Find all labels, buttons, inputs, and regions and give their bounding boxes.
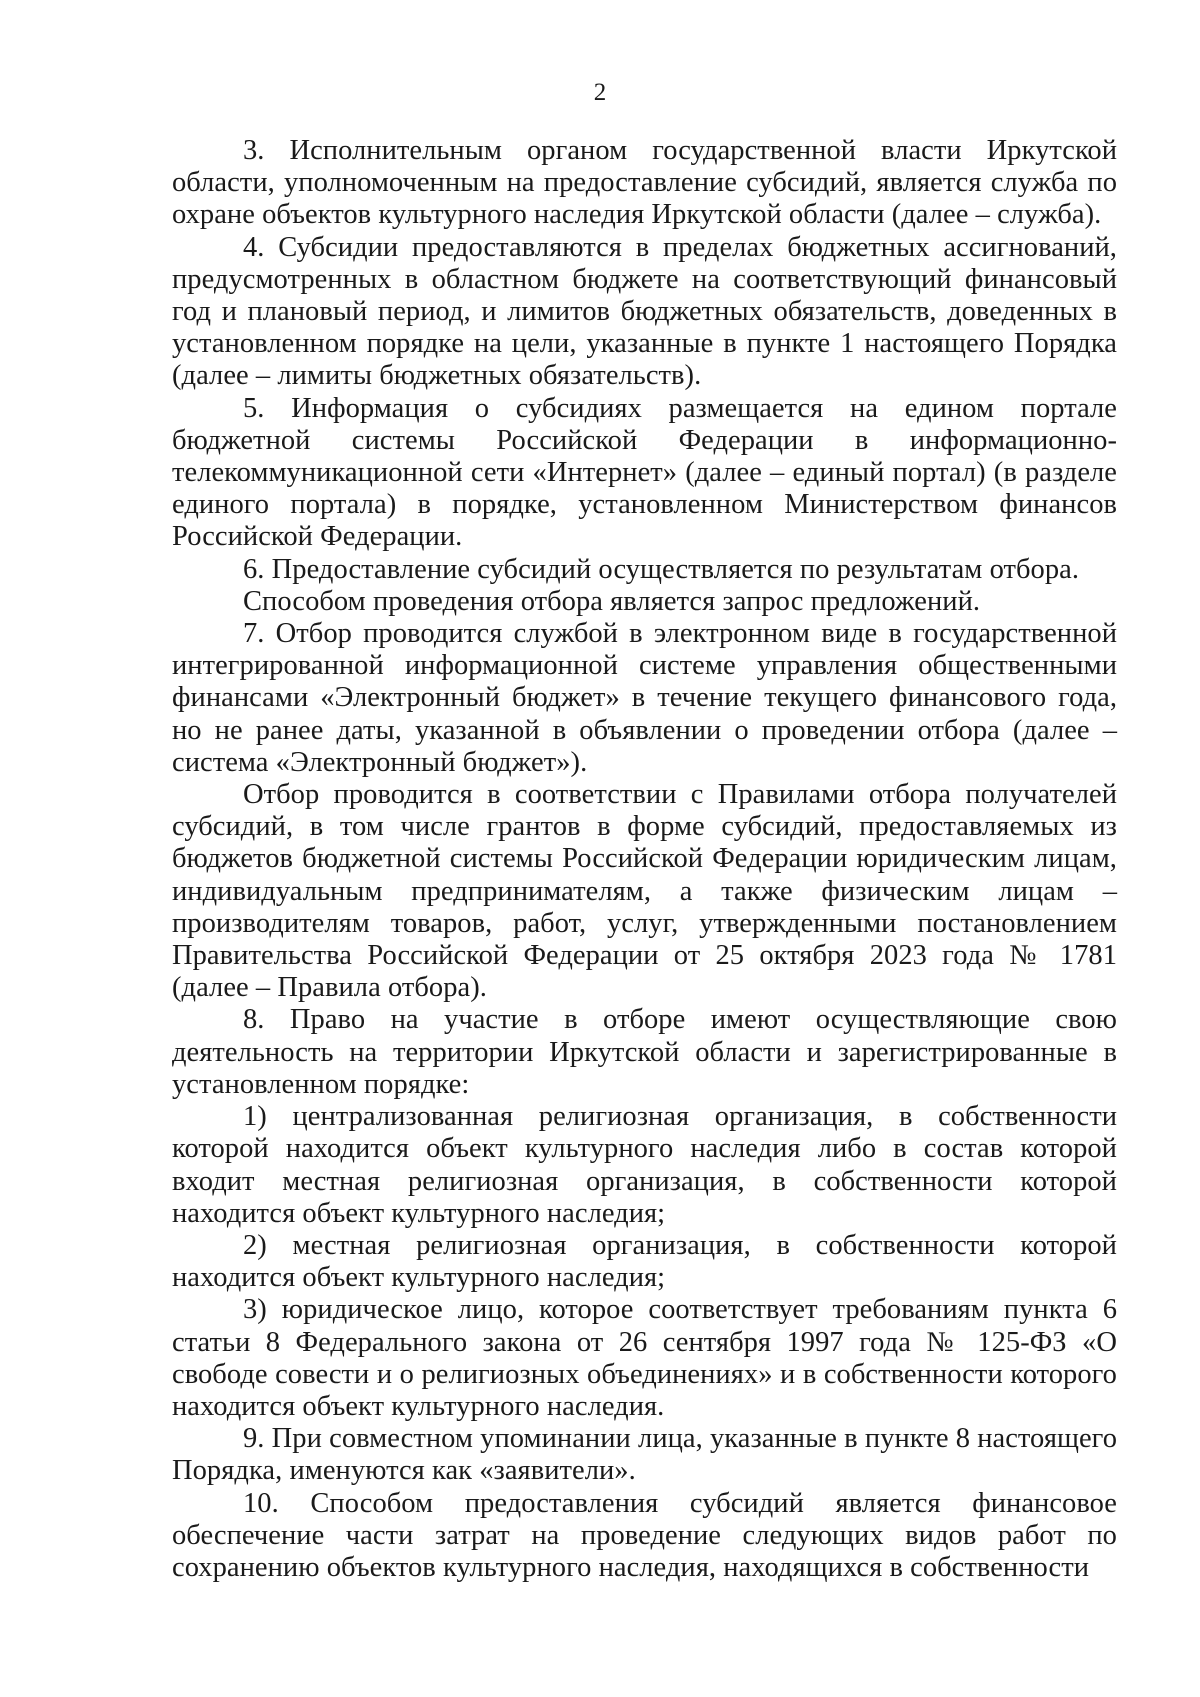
- paragraph-7-rules: Отбор проводится в соответствии с Правилами отбора получателей субсидий, в том числе грантов в форме субсидий, предоставляемых из бюджетов бюджетной системы Российской Федерации юридическим лицам, индивидуальным предпринимателям, а также физическим лицам – производителям товаров, работ, услуг, утвержденными постановлением Правительства Российской Федерации от 25 октября 2023 года № 1781 (далее – Правила отбора).: [172, 779, 1117, 1004]
- paragraph-8: 8. Право на участие в отборе имеют осуществляющие свою деятельность на территории Иркутской области и зарегистрированные в установленном порядке:: [172, 1004, 1117, 1100]
- paragraph-8-item-2: 2) местная религиозная организация, в собственности которой находится объект культурного наследия;: [172, 1229, 1117, 1294]
- paragraph-3: 3. Исполнительным органом государственной власти Иркутской области, уполномоченным на предоставление субсидий, является служба по охране объектов культурного наследия Иркутской области (далее – служба).: [172, 135, 1117, 231]
- document-body: [172, 135, 1117, 1584]
- paragraph-6-method: Способом проведения отбора является запрос предложений.: [243, 585, 981, 617]
- paragraph-9: 9. При совместном упоминании лица, указанные в пункте 8 настоящего Порядка, именуются как «заявители».: [172, 1423, 1117, 1487]
- paragraph-4: 4. Субсидии предоставляются в пределах бюджетных ассигнований, предусмотренных в областном бюджете на соответствующий финансовый год и плановый период, и лимитов бюджетных обязательств, доведенных в установленном порядке на цели, указанные в пункте 1 настоящего Порядка (далее – лимиты бюджетных обязательств).: [172, 231, 1117, 392]
- page-number: 2: [593, 79, 607, 106]
- paragraph-6: 6. Предоставление субсидий осуществляется по результатам отбора.: [243, 553, 1080, 585]
- paragraph-5: 5. Информация о субсидиях размещается на едином портале бюджетной системы Российской Федерации в информационно-телекоммуникационной сети «Интернет» (далее – единый портал) (в разделе единого портала) в порядке, установленном Министерством финансов Российской Федерации.: [172, 392, 1117, 553]
- paragraph-8-item-3: 3) юридическое лицо, которое соответствует требованиям пункта 6 статьи 8 Федерального закона от 26 сентября 1997 года № 125-ФЗ «О свободе совести и о религиозных объединениях» и в собственности которого находится объект культурного наследия.: [172, 1294, 1117, 1422]
- paragraph-8-item-1: 1) централизованная религиозная организация, в собственности которой находится объект культурного наследия либо в состав которой входит местная религиозная организация, в собственности которой находится объект культурного наследия;: [172, 1101, 1117, 1229]
- paragraph-10: 10. Способом предоставления субсидий является финансовое обеспечение части затрат на проведение следующих видов работ по сохранению объектов культурного наследия, находящихся в собственности: [172, 1487, 1117, 1583]
- paragraph-7: 7. Отбор проводится службой в электронном виде в государственной интегрированной информационной системе управления общественными финансами «Электронный бюджет» в течение текущего финансового года, но не ранее даты, указанной в объявлении о проведении отбора (далее – система «Электронный бюджет»).: [172, 618, 1117, 778]
